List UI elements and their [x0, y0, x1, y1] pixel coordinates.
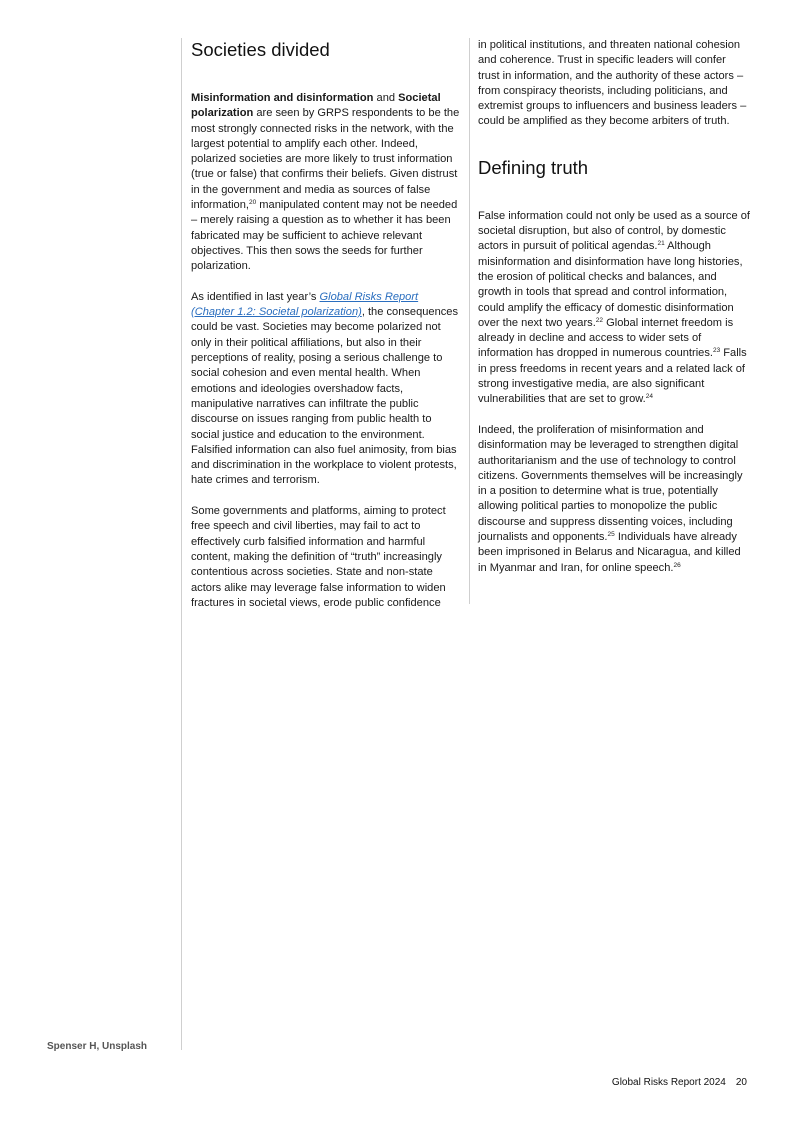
- text-run: Although misinformation and disinformation have long histories, the erosion of political checks and balances, and growth in tools that spread and control information, could amplify the efficacy of domestic disinformation over the next two years.: [478, 240, 743, 329]
- text-run: Falls in press freedoms in recent years and a related lack of strong investigative media, are also significant vulnerabilities that are set to grow.: [478, 347, 747, 406]
- section-heading-defining-truth: Defining truth: [478, 156, 589, 178]
- paragraph: [478, 423, 750, 576]
- section-heading-societies-divided: Societies divided: [191, 39, 330, 60]
- left-column: [191, 38, 461, 626]
- photo-credit: Spenser H, Unsplash: [47, 1041, 148, 1052]
- footnote-ref[interactable]: 24: [645, 393, 653, 401]
- footnote-ref[interactable]: 20: [248, 199, 257, 207]
- footnote-ref[interactable]: 26: [673, 561, 681, 569]
- paragraph: [191, 91, 461, 275]
- text-run: Global internet freedom is already in decline and access to wider sets of information has dropped in numerous countries.: [478, 316, 734, 360]
- bold-term: Misinformation and disinformation: [191, 92, 374, 104]
- paragraph: Some governments and platforms, aiming to protect free speech and civil liberties, may fail to act to effectively curb falsified information and harmful content, making the definition of “truth” increasingly contentious across societies. State and non-state actors alike may leverage false information to widen fractures in societal views, erode public confidence: [191, 505, 446, 609]
- paragraph: [191, 290, 461, 489]
- bold-term: Societal polarization: [191, 92, 441, 120]
- paragraph: [478, 209, 750, 408]
- page-number: 20: [735, 1077, 747, 1088]
- footnote-ref[interactable]: 22: [595, 316, 604, 324]
- text-run: , the consequences could be vast. Societies may become polarized not only in their political affiliations, but also in their perceptions of reality, posing a serious challenge to social cohesion and even mental health. When emotions and ideologies overshadow facts, manipulative narratives can infiltrate the public discourse on issues ranging from public health to social justice and education to the environment. Falsified information can also fuel animosity, from bias and discrimination in the workplace to violent protests, hate crimes and terrorism.: [191, 306, 459, 487]
- paragraph: in political institutions, and threaten national cohesion and coherence. Trust in specific leaders will confer trust in information, and the authority of these actors – from conspiracy theorists, including politicians, and extremist groups to influencers and business leaders – could be amplified as they become arbiters of truth.: [478, 39, 747, 128]
- footer-title: Global Risks Report 2024: [611, 1077, 726, 1088]
- left-divider: [181, 38, 182, 1050]
- text-run: False information could not only be used as a source of societal disruption, but also of control, by domestic actors in pursuit of political agendas.: [478, 209, 750, 253]
- column-divider: [469, 38, 470, 604]
- footnote-ref[interactable]: 23: [712, 347, 721, 355]
- report-link[interactable]: Global Risks Report (Chapter 1.2: Societal polarization): [191, 290, 419, 319]
- footnote-ref[interactable]: 21: [657, 240, 665, 248]
- text-run: manipulated content may not be needed – merely raising a question as to whether it has been fabricated may be sufficient to achieve relevant objectives. This then sows the seeds for further polarization.: [191, 199, 458, 273]
- right-column: [478, 38, 750, 591]
- page-footer: [612, 1077, 747, 1088]
- text-run: As identified in last year’s: [191, 290, 320, 303]
- footnote-ref[interactable]: 25: [607, 531, 615, 539]
- text-run: Indeed, the proliferation of misinformation and disinformation may be leveraged to strengthen digital authoritarianism and the use of technology to control citizens. Governments themselves will be increasingly in a position to determine what is true, potentially allowing political parties to monopolize the public discourse and suppress dissenting voices, including journalists and opponents.: [478, 423, 743, 544]
- text-run: are seen by GRPS respondents to be the most strongly connected risks in the network, with the largest potential to amplify each other. Indeed, polarized societies are more likely to trust information (true or false) that confirms their beliefs. Given distrust in the government and media as sources of false information,: [191, 107, 460, 212]
- text-run: and: [373, 92, 399, 104]
- text-run: Individuals have already been imprisoned in Belarus and Nicaragua, and killed in Myanmar and Iran, for online speech.: [478, 531, 741, 574]
